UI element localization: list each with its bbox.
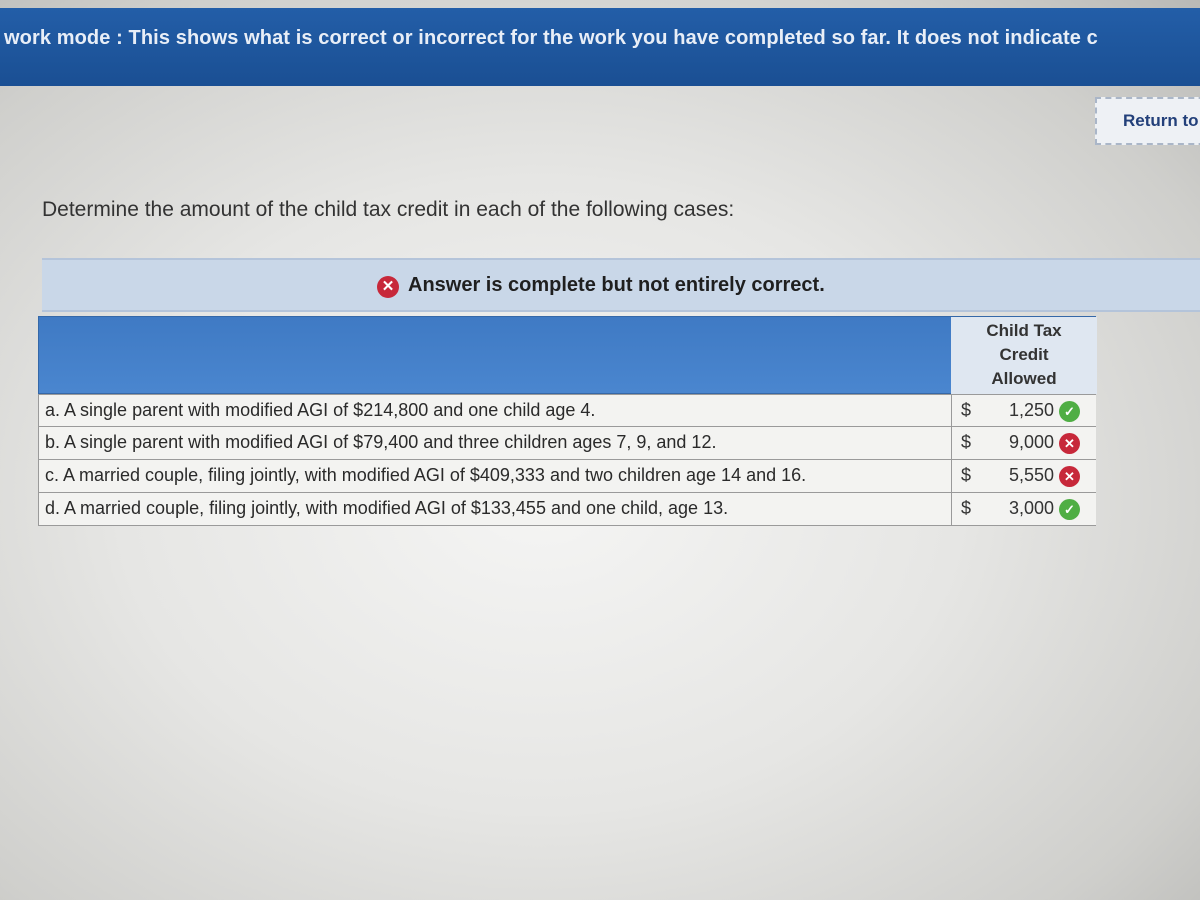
table-body xyxy=(38,394,1096,526)
column-divider xyxy=(951,427,952,459)
question-prompt: Determine the amount of the child tax credit in each of the following cases: xyxy=(42,198,735,221)
answer-input[interactable]: 3,000 xyxy=(1008,498,1054,518)
column-header-line: Child Tax xyxy=(986,321,1062,340)
table-row xyxy=(38,493,1096,526)
currency-symbol: $ xyxy=(961,498,972,518)
column-header-line: Credit xyxy=(999,345,1049,364)
table-row xyxy=(38,394,1096,427)
currency-symbol: $ xyxy=(961,465,972,485)
row-description: c. A married couple, filing jointly, with modified AGI of $409,333 and two children age 14 and 16. xyxy=(45,465,807,485)
row-description: b. A single parent with modified AGI of $79,400 and three children ages 7, 9, and 12. xyxy=(45,432,717,452)
x-icon: ✕ xyxy=(1059,433,1080,454)
column-header-line: Allowed xyxy=(991,369,1057,388)
x-icon: ✕ xyxy=(1059,466,1080,487)
column-divider xyxy=(951,493,952,525)
work-mode-banner xyxy=(0,8,1200,86)
currency-symbol: $ xyxy=(961,400,972,420)
answer-table xyxy=(38,316,1096,526)
currency-symbol: $ xyxy=(961,432,972,452)
return-button[interactable]: Return to xyxy=(1095,97,1200,145)
check-icon: ✓ xyxy=(1059,401,1080,422)
x-circle-icon: ✕ xyxy=(377,276,399,298)
answer-input[interactable]: 5,550 xyxy=(1008,465,1054,485)
column-header-child-tax-credit xyxy=(951,317,1097,394)
table-row xyxy=(38,427,1096,460)
table-header xyxy=(38,316,1096,394)
check-icon: ✓ xyxy=(1059,499,1080,520)
row-description: d. A married couple, filing jointly, with modified AGI of $133,455 and one child, age 13. xyxy=(45,498,729,518)
banner-text: work mode : This shows what is correct or incorrect for the work you have completed so far. It does not indicate c xyxy=(4,27,1098,49)
answer-input[interactable]: 1,250 xyxy=(1008,400,1054,420)
column-divider xyxy=(951,460,952,492)
answer-status-bar xyxy=(42,258,1200,312)
table-row xyxy=(38,460,1096,493)
row-description: a. A single parent with modified AGI of $214,800 and one child age 4. xyxy=(45,400,596,420)
answer-input[interactable]: 9,000 xyxy=(1008,432,1054,452)
column-divider xyxy=(951,395,952,426)
answer-status-text: Answer is complete but not entirely correct. xyxy=(408,274,825,296)
